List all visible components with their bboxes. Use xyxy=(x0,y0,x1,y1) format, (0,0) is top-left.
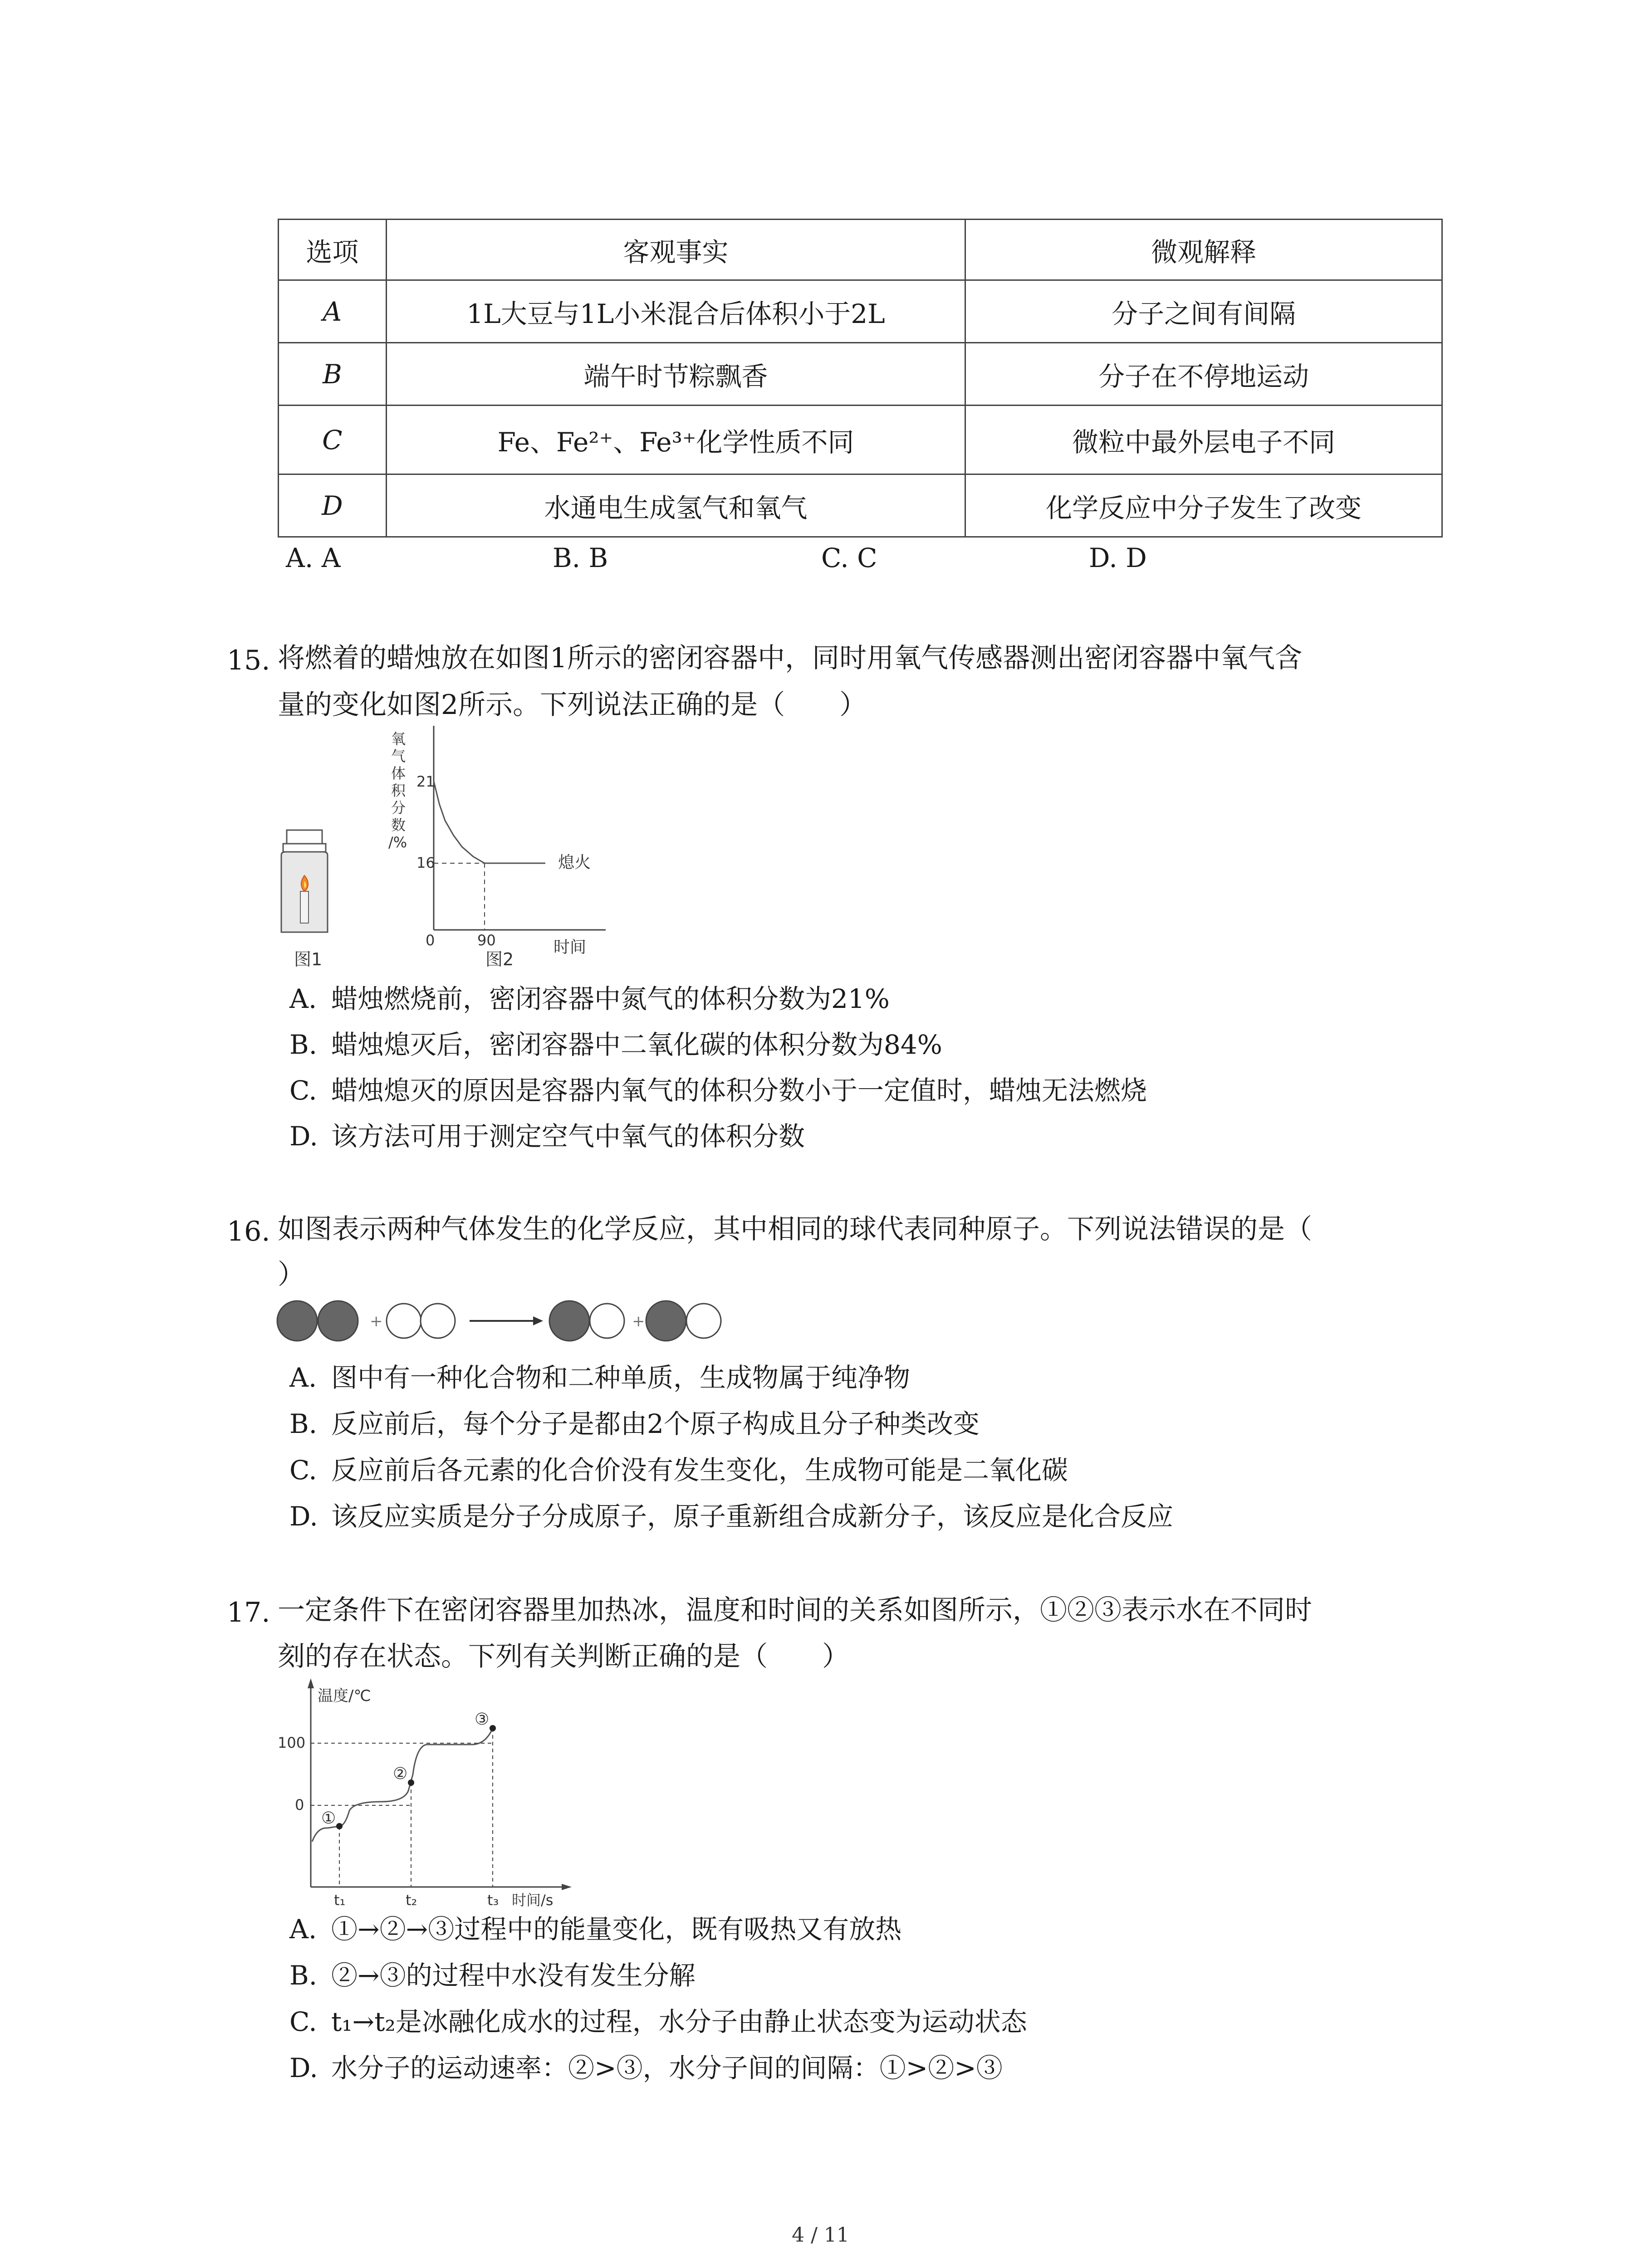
table-row xyxy=(279,280,1442,343)
temperature-chart xyxy=(272,1678,590,1910)
x-tick-t3: t₃ xyxy=(487,1892,499,1909)
chart-ylabel: 温度/℃ xyxy=(318,1687,371,1705)
answer-choice-c[interactable]: C. C xyxy=(821,543,877,573)
dark-atom xyxy=(277,1301,317,1341)
option-a[interactable]: A. ①→②→③过程中的能量变化，既有吸热又有放热 xyxy=(289,1914,902,1945)
state-point-1 xyxy=(336,1823,343,1829)
option-d[interactable]: D. 该反应实质是分子分成原子，原子重新组合成新分子，该反应是化合反应 xyxy=(289,1501,1174,1532)
y-axis-arrow-icon xyxy=(308,1678,314,1688)
question-text: 如图表示两种气体发生的化学反应，其中相同的球代表同种原子。下列说法错误的是（ xyxy=(278,1213,1312,1245)
oxygen-chart xyxy=(388,726,606,969)
fig2-label: 图2 xyxy=(485,949,514,969)
table-cell-explanation: 化学反应中分子发生了改变 xyxy=(965,474,1442,537)
answer-choice-d[interactable]: D. D xyxy=(1089,543,1147,573)
fig1-label: 图1 xyxy=(294,949,323,969)
y-tick-16: 16 xyxy=(416,854,435,871)
state-point-2 xyxy=(408,1779,414,1786)
question-text: 一定条件下在密闭容器里加热冰，温度和时间的关系如图所示，①②③表示水在不同时 xyxy=(278,1594,1312,1626)
chart-ylabel: 氧气体积分数/% xyxy=(388,730,407,851)
option-c[interactable]: C. 蜡烛熄灭的原因是容器内氧气的体积分数小于一定值时，蜡烛无法燃烧 xyxy=(289,1075,1147,1106)
option-d[interactable]: D. 水分子的运动速率：②>③，水分子间的间隔：①>②>③ xyxy=(289,2053,1003,2083)
dark-atom xyxy=(549,1301,589,1341)
page-number: 4 / 11 xyxy=(792,2224,849,2247)
table-header: 客观事实 xyxy=(386,220,965,280)
x-axis-arrow-icon xyxy=(562,1884,572,1890)
dark-atom xyxy=(646,1301,686,1341)
table-header: 微观解释 xyxy=(965,220,1442,280)
question-number: 17. xyxy=(227,1597,270,1628)
option-a[interactable]: A. 图中有一种化合物和二种单质，生成物属于纯净物 xyxy=(289,1362,911,1393)
y-tick-21: 21 xyxy=(416,773,435,790)
mark-3: ③ xyxy=(475,1710,490,1729)
light-atom xyxy=(387,1304,421,1338)
option-b[interactable]: B. 反应前后，每个分子是都由2个原子构成且分子种类改变 xyxy=(289,1408,980,1439)
q15-figure xyxy=(268,726,631,980)
chart-xlabel: 时间/s xyxy=(512,1892,554,1909)
y-tick-100: 100 xyxy=(278,1734,306,1751)
plus-sign: + xyxy=(370,1312,383,1330)
table-cell-fact: Fe、Fe²⁺、Fe³⁺化学性质不同 xyxy=(386,406,965,474)
answer-choice-a[interactable]: A. A xyxy=(286,543,341,573)
table-cell-option: B xyxy=(279,343,387,406)
sealed-jar-candle-figure xyxy=(281,830,328,969)
question-number: 16. xyxy=(227,1216,270,1247)
x-tick-t1: t₁ xyxy=(334,1892,346,1909)
chart-xlabel: 时间 xyxy=(554,938,587,957)
option-c[interactable]: C. t₁→t₂是冰融化成水的过程，水分子由静止状态变为运动状态 xyxy=(289,2006,1027,2037)
state-point-3 xyxy=(490,1725,496,1731)
option-d[interactable]: D. 该方法可用于测定空气中氧气的体积分数 xyxy=(289,1121,805,1152)
table-cell-option: D xyxy=(279,474,387,537)
extinguish-annotation: 熄火 xyxy=(558,853,591,872)
table-cell-option: C xyxy=(279,406,387,474)
mark-1: ① xyxy=(321,1809,336,1828)
option-b[interactable]: B. ②→③的过程中水没有发生分解 xyxy=(289,1960,696,1991)
table-row xyxy=(279,474,1442,537)
question-number: 15. xyxy=(227,645,270,676)
table-cell-explanation: 分子在不停地运动 xyxy=(965,343,1442,406)
table-cell-fact: 端午时节粽飘香 xyxy=(386,343,965,406)
option-a[interactable]: A. 蜡烛燃烧前，密闭容器中氮气的体积分数为21% xyxy=(289,983,890,1014)
dark-atom xyxy=(318,1301,358,1341)
table-cell-fact: 1L大豆与1L小米混合后体积小于2L xyxy=(386,280,965,343)
x-tick-90: 90 xyxy=(477,932,496,949)
option-c[interactable]: C. 反应前后各元素的化合价没有发生变化，生成物可能是二氧化碳 xyxy=(289,1455,1068,1486)
table-header: 选项 xyxy=(279,220,387,280)
facts-table xyxy=(278,219,1443,538)
answer-choice-b[interactable]: B. B xyxy=(553,543,608,573)
question-text: 量的变化如图2所示。下列说法正确的是（ ） xyxy=(278,689,867,721)
question-text: 将燃着的蜡烛放在如图1所示的密闭容器中，同时用氧气传感器测出密闭容器中氧气含 xyxy=(278,642,1303,674)
table-cell-explanation: 微粒中最外层电子不同 xyxy=(965,406,1442,474)
table-cell-explanation: 分子之间有间隔 xyxy=(965,280,1442,343)
table-cell-option: A xyxy=(279,280,387,343)
oxygen-curve xyxy=(434,781,485,863)
x-tick-0: 0 xyxy=(426,932,435,949)
reaction-diagram xyxy=(274,1298,728,1344)
mark-2: ② xyxy=(393,1765,408,1783)
question-text: 刻的存在状态。下列有关判断正确的是（ ） xyxy=(278,1641,849,1672)
table-row xyxy=(279,406,1442,474)
table-row xyxy=(279,343,1442,406)
light-atom xyxy=(686,1304,721,1338)
plus-sign: + xyxy=(632,1312,645,1330)
x-tick-t2: t₂ xyxy=(406,1892,417,1909)
y-tick-0: 0 xyxy=(295,1796,304,1813)
arrow-head-icon xyxy=(533,1316,543,1325)
table-cell-fact: 水通电生成氢气和氧气 xyxy=(386,474,965,537)
light-atom xyxy=(590,1304,624,1338)
light-atom xyxy=(421,1304,455,1338)
table-header-row xyxy=(279,220,1442,280)
option-b[interactable]: B. 蜡烛熄灭后，密闭容器中二氧化碳的体积分数为84% xyxy=(289,1029,942,1060)
question-text: ） xyxy=(278,1259,305,1290)
